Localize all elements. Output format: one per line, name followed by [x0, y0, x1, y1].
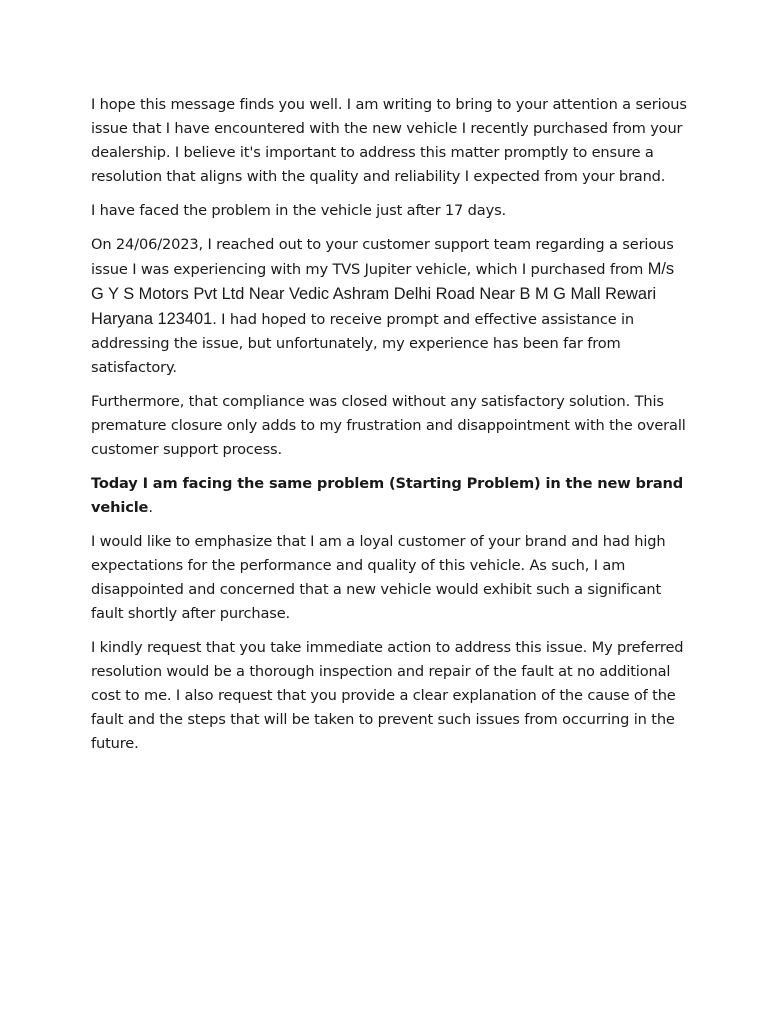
paragraph-loyal-customer: I would like to emphasize that I am a loyal customer of your brand and had high expectations for the performance and quality of this vehicle. As such, I am disappointed and concerned that a new vehicle would exhibit such a significant fault shortly after purchase. [91, 533, 666, 622]
same-problem-period: . [148, 499, 153, 516]
paragraph-support-contact [91, 233, 691, 380]
paragraph-problem-days: I have faced the problem in the vehicle just after 17 days. [91, 202, 507, 219]
same-problem-bold-text: Today I am facing the same problem (Starting Problem) in the new brand vehicle [91, 475, 684, 516]
paragraph-support-contact-start: On 24/06/2023, I reached out to your customer support team regarding a serious issue I was experiencing with my TVS Jupiter vehicle, which I purchased from [91, 236, 674, 278]
letter-body [91, 93, 691, 766]
paragraph-intro: I hope this message finds you well. I am writing to bring to your attention a serious issue that I have encountered with the new vehicle I recently purchased from your dealership. I believe it's important to address this matter promptly to ensure a resolution that aligns with the quality and reliability I expected from your brand. [91, 96, 687, 185]
dealer-address: M/s G Y S Motors Pvt Ltd Near Vedic Ashram Delhi Road Near B M G Mall Rewari Haryana 123401 [91, 260, 675, 328]
paragraph-compliance-closed: Furthermore, that compliance was closed without any satisfactory solution. This premature closure only adds to my frustration and disappointment with the overall customer support process. [91, 393, 686, 458]
paragraph-same-problem [91, 472, 691, 520]
paragraph-support-contact-end: . I had hoped to receive prompt and effective assistance in addressing the issue, but unfortunately, my experience has been far from satisfactory. [91, 311, 635, 376]
paragraph-request: I kindly request that you take immediate action to address this issue. My preferred resolution would be a thorough inspection and repair of the fault at no additional cost to me. I also request that you provide a clear explanation of the cause of the fault and the steps that will be taken to prevent such issues from occurring in the future. [91, 639, 684, 752]
